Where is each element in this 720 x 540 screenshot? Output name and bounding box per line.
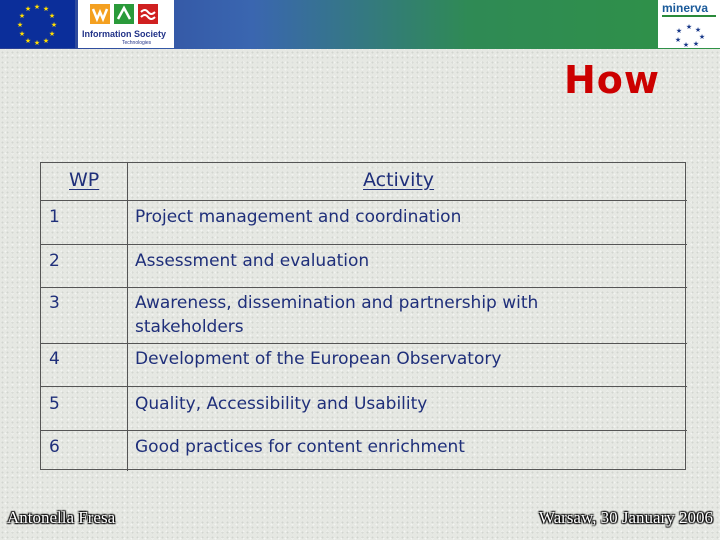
row-divider [41,244,687,245]
svg-text:★: ★ [682,41,690,48]
row-4-wp: 4 [49,349,60,369]
svg-text:★: ★ [18,12,26,20]
svg-text:★: ★ [48,30,56,38]
eu-flag-icon [0,0,75,48]
svg-text:★: ★ [24,37,32,45]
information-society-subtext: Technologies [122,40,152,46]
slide-title: How [563,58,660,102]
svg-text:★: ★ [18,30,26,38]
svg-text:★: ★ [674,36,682,44]
row-divider [41,287,687,288]
svg-text:★: ★ [33,3,41,11]
svg-text:★: ★ [698,33,706,41]
svg-text:★: ★ [42,37,50,45]
information-society-icon [78,0,174,28]
column-divider [127,163,128,471]
svg-text:★: ★ [16,21,24,29]
row-4-activity: Development of the European Observatory [135,349,502,369]
svg-text:★: ★ [48,12,56,20]
workpackage-table [40,162,686,470]
footer-author: Antonella Fresa [7,508,116,527]
minerva-stars-icon [658,0,720,48]
svg-text:★: ★ [685,23,693,31]
row-1-wp: 1 [49,207,60,227]
minerva-logo [658,0,720,48]
row-5-activity: Quality, Accessibility and Usability [135,394,428,414]
svg-text:★: ★ [50,21,58,29]
information-society-text: Information Society [82,29,167,39]
row-6-wp: 6 [49,437,60,457]
row-3-wp: 3 [49,293,60,313]
svg-text:★: ★ [694,26,702,34]
svg-text:★: ★ [692,40,700,48]
row-2-wp: 2 [49,251,60,271]
header-wp: WP [69,169,100,191]
row-6-activity: Good practices for content enrichment [135,437,465,457]
header-activity: Activity [363,169,435,191]
row-divider [41,430,687,431]
svg-text:★: ★ [42,5,50,13]
svg-text:★: ★ [33,39,41,47]
svg-text:★: ★ [675,27,683,35]
row-divider [41,386,687,387]
minerva-text: minerva [662,1,709,15]
row-divider [41,200,687,201]
row-1-activity: Project management and coordination [135,207,462,227]
svg-text:★: ★ [24,5,32,13]
information-society-logo [78,0,174,48]
row-divider [41,343,687,344]
footer-place-date: Warsaw, 30 January 2006 [538,508,713,527]
row-5-wp: 5 [49,394,60,414]
row-3-activity: Awareness, dissemination and partnership with stakeholders [135,293,539,337]
row-2-activity: Assessment and evaluation [135,251,370,271]
eu-flag-logo [0,0,75,48]
